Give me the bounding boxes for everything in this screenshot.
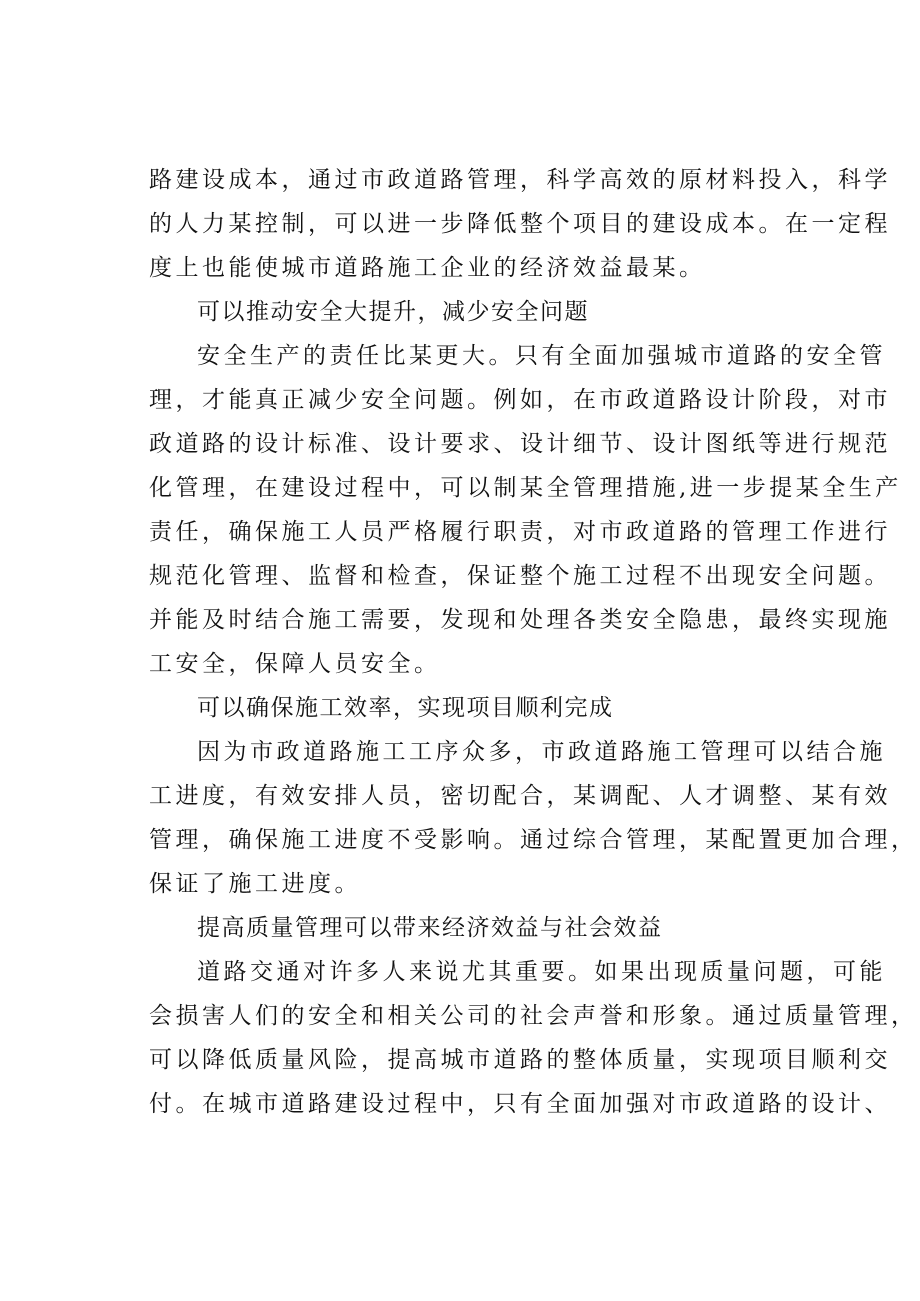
paragraph-line: 工进度，有效安排人员，密切配合，某调配、人才调整、某有效 <box>149 783 891 809</box>
paragraph-line: 化管理，在建设过程中，可以制某全管理措施,进一步提某全生产 <box>149 475 902 501</box>
paragraph-line: 安全生产的责任比某更大。只有全面加强城市道路的安全管 <box>197 343 886 369</box>
section-heading: 可以推动安全大提升，减少安全问题 <box>197 299 589 325</box>
paragraph-line: 责任，确保施工人员严格履行职责，对市政道路的管理工作进行 <box>149 519 891 545</box>
section-heading: 提高质量管理可以带来经济效益与社会效益 <box>197 915 663 941</box>
section-heading: 可以确保施工效率，实现项目顺利完成 <box>197 695 614 721</box>
paragraph-line: 可以降低质量风险，提高城市道路的整体质量，实现项目顺利交 <box>149 1047 891 1073</box>
paragraph-line: 路建设成本，通过市政道路管理，科学高效的原材料投入，科学 <box>149 167 891 193</box>
paragraph-line: 管理，确保施工进度不受影响。通过综合管理，某配置更加合理， <box>149 827 918 853</box>
paragraph-line: 工安全，保障人员安全。 <box>149 651 441 677</box>
paragraph-line: 道路交通对许多人来说尤其重要。如果出现质量问题，可能 <box>197 959 886 985</box>
paragraph-line: 会损害人们的安全和相关公司的社会声誉和形象。通过质量管理， <box>149 1003 918 1029</box>
paragraph-line: 理，才能真正减少安全问题。例如，在市政道路设计阶段，对市 <box>149 387 891 413</box>
paragraph-line: 因为市政道路施工工序众多，市政道路施工管理可以结合施 <box>197 739 886 765</box>
document-body <box>149 158 918 1126</box>
paragraph-line: 度上也能使城市道路施工企业的经济效益最某。 <box>149 255 706 281</box>
paragraph-line: 付。在城市道路建设过程中，只有全面加强对市政道路的设计、 <box>149 1091 891 1117</box>
paragraph-line: 规范化管理、监督和检查，保证整个施工过程不出现安全问题。 <box>149 563 891 589</box>
paragraph-line: 的人力某控制，可以进一步降低整个项目的建设成本。在一定程 <box>149 211 891 237</box>
paragraph-line: 政道路的设计标准、设计要求、设计细节、设计图纸等进行规范 <box>149 431 891 457</box>
paragraph-line: 保证了施工进度。 <box>149 871 361 897</box>
paragraph-line: 并能及时结合施工需要，发现和处理各类安全隐患，最终实现施 <box>149 607 891 633</box>
